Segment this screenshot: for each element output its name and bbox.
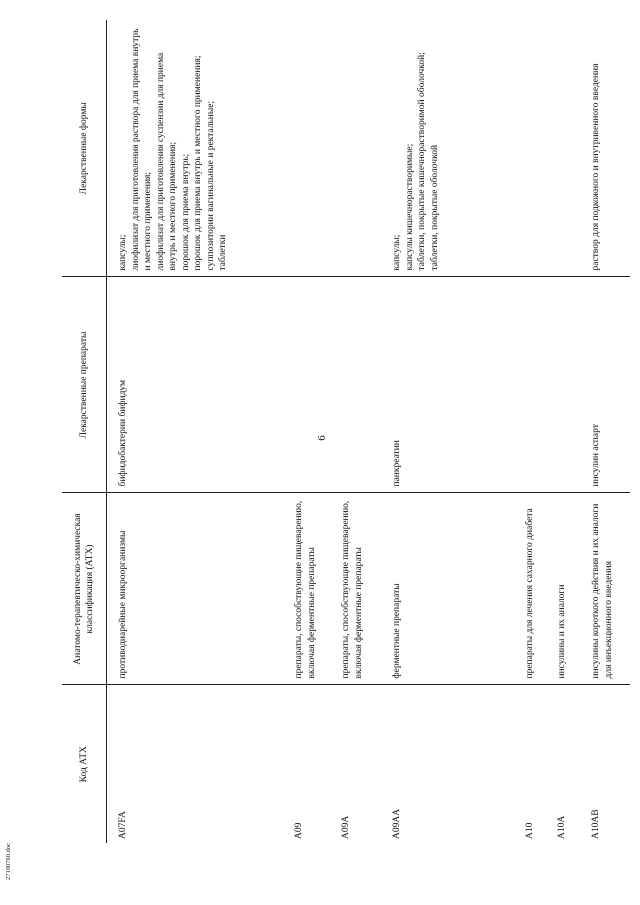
atc-classification: препараты для лечения сахарного диабета	[514, 493, 546, 685]
drug-table	[62, 20, 630, 880]
row-spacer	[546, 843, 580, 880]
atc-classification: противодиарейные микроорганизмы	[107, 493, 284, 685]
atc-code: A07FA	[107, 685, 284, 843]
atc-classification: инсулины и их аналоги	[546, 493, 580, 685]
table-row	[381, 20, 514, 880]
atc-code: A09AA	[381, 685, 514, 843]
atc-classification: ферментные препараты	[381, 493, 514, 685]
drug-form: лиофилизат для приготовления суспензии для приема внутрь и местного применения;	[155, 52, 178, 271]
table-row	[330, 20, 381, 880]
drug-name	[514, 277, 546, 493]
drug-form: раствор для подкожного и внутривенного введения	[591, 63, 601, 271]
drug-form: таблетки, покрытые оболочкой	[429, 144, 440, 271]
row-spacer	[107, 843, 284, 880]
rotated-page-content	[62, 20, 626, 880]
header-spacer	[62, 843, 107, 880]
drug-name	[283, 277, 330, 493]
drug-forms	[107, 20, 284, 277]
row-spacer	[330, 843, 381, 880]
drug-form: лиофилизат для приготовления раствора для приема внутрь и местного применения;	[130, 28, 153, 271]
drug-name	[330, 277, 381, 493]
page-number: 6	[316, 435, 328, 441]
atc-code: A09A	[330, 685, 381, 843]
row-spacer	[283, 843, 330, 880]
drug-forms	[514, 20, 546, 277]
drug-form: капсулы;	[118, 234, 128, 271]
header-forms: Лекарственные формы	[62, 20, 107, 277]
atc-code: A09	[283, 685, 330, 843]
drug-name: инсулин аспарт	[580, 277, 630, 493]
table-row	[283, 20, 330, 880]
table-row	[580, 20, 630, 880]
drug-form: порошок для приема внутрь и местного применения;	[193, 55, 203, 271]
drug-name: бифидобактерии бифидум	[107, 277, 284, 493]
drug-form: суппозитории вагинальные и ректальные;	[205, 100, 216, 271]
atc-code: A10AB	[580, 685, 630, 843]
drug-forms	[381, 20, 514, 277]
drug-forms	[546, 20, 580, 277]
table-row	[107, 20, 284, 880]
drug-form: капсулы кишечнорастворимые;	[404, 143, 415, 271]
table-row	[546, 20, 580, 880]
atc-code: A10A	[546, 685, 580, 843]
drug-form: таблетки, покрытые кишечнорастворимой оболочкой;	[417, 52, 427, 271]
drug-forms	[330, 20, 381, 277]
drug-name: панкреатин	[381, 277, 514, 493]
atc-classification: инсулины короткого действия и их аналоги для инъекционного введения	[580, 493, 630, 685]
drug-form: капсулы;	[392, 234, 402, 271]
header-code: Код АТХ	[62, 685, 107, 843]
drug-form: порошок для приема внутрь;	[180, 153, 191, 271]
row-spacer	[580, 843, 630, 880]
table-row	[514, 20, 546, 880]
drug-name	[546, 277, 580, 493]
atc-code: A10	[514, 685, 546, 843]
header-drugs: Лекарственные препараты	[62, 277, 107, 493]
drug-forms	[580, 20, 630, 277]
drug-form: таблетки	[218, 234, 228, 271]
header-classification: Анатомо-терапевтическо-химическая классификация (АТХ)	[62, 493, 107, 685]
table-header-row	[62, 20, 107, 880]
row-spacer	[381, 843, 514, 880]
row-spacer	[514, 843, 546, 880]
atc-classification: препараты, способствующие пищеварению, включая ферментные препараты	[330, 493, 381, 685]
drug-forms	[283, 20, 330, 277]
footer-filename: 27100760.doc	[5, 842, 12, 880]
atc-classification: препараты, способствующие пищеварению, включая ферментные препараты	[283, 493, 330, 685]
